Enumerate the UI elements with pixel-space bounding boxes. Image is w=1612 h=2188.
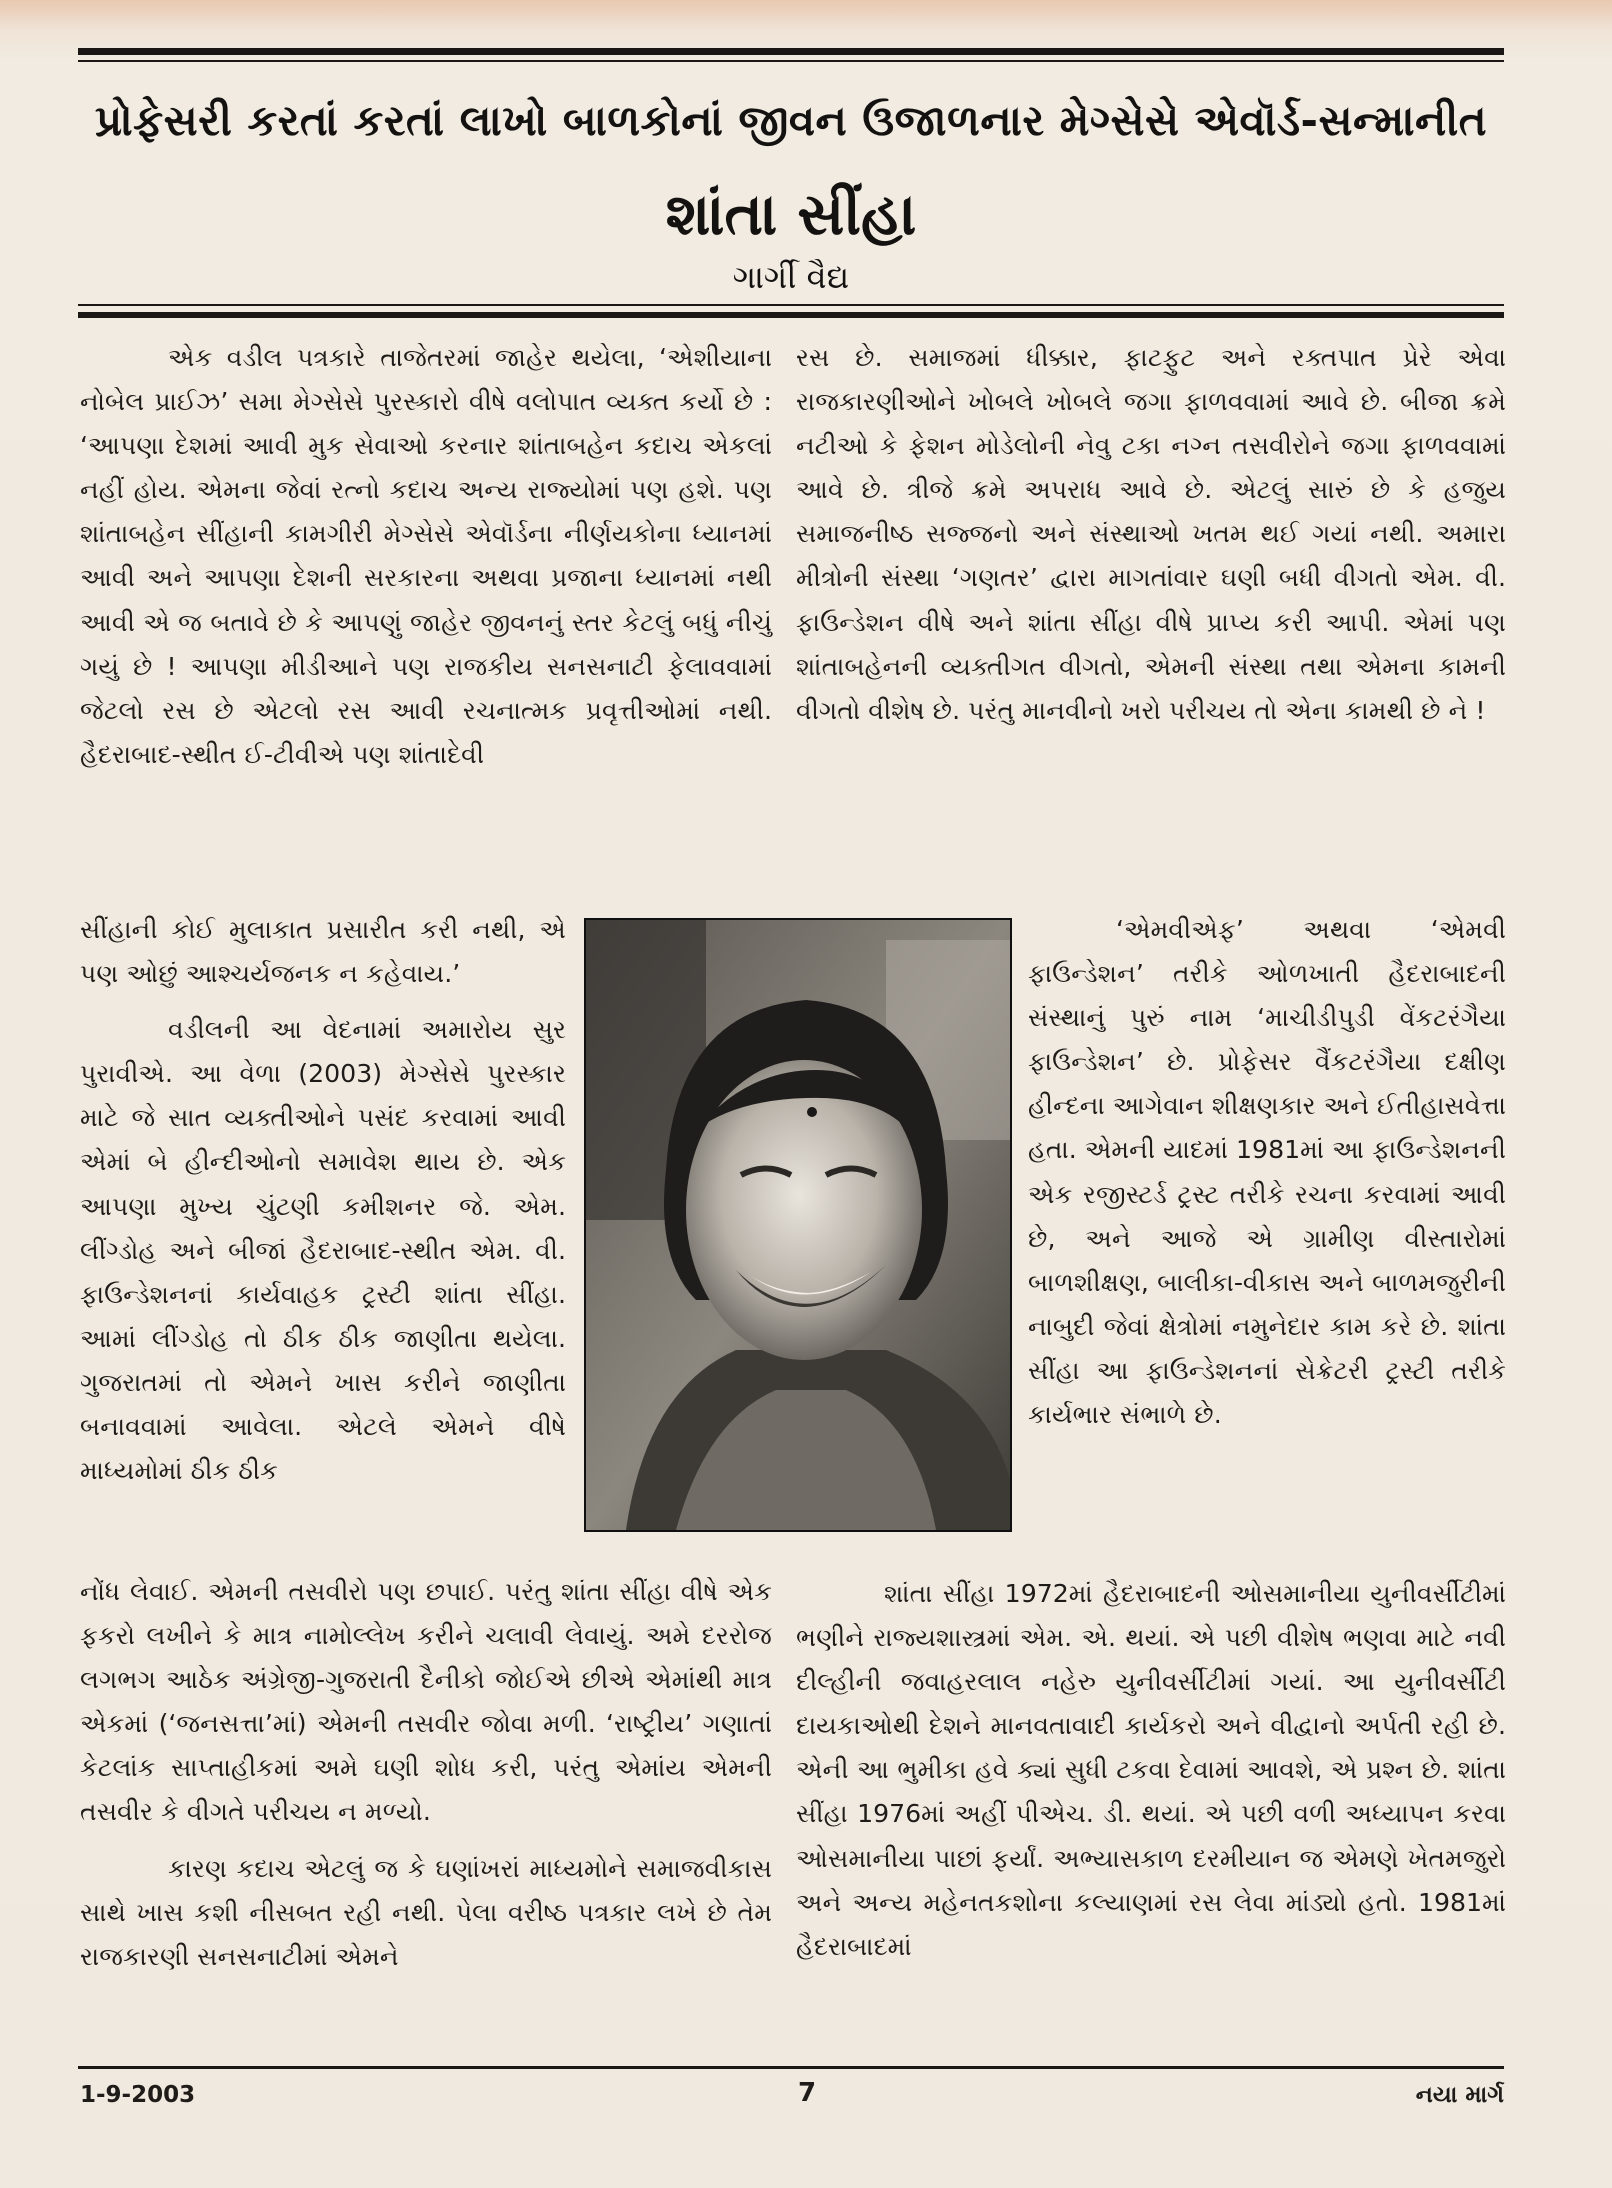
header-rule-thin	[78, 304, 1504, 306]
article-kicker: પ્રોફેસરી કરતાં કરતાં લાખો બાળકોનાં જીવન ઉજાળનાર મેગ્સેસે એવૉર્ડ-સન્માનીત	[94, 96, 1488, 145]
footer-rule	[78, 2066, 1504, 2069]
right-paragraph-3: શાંતા સીંહા 1972માં હૈદરાબાદની ઓસમાનીયા યુનીવર્સીટીમાં ભણીને રાજ્યશાસ્ત્રમાં એમ. એ. થયાં. એ પછી વીશેષ ભણવા માટે નવી દીલ્હીની જવાહરલાલ નહેરુ યુનીવર્સીટીમાં ગયાં. આ યુનીવર્સીટી દાયકાઓથી દેશને માનવતાવાદી કાર્યકરો અને વીદ્વાનો અર્પતી રહી છે. એની આ ભુમીકા હવે ક્યાં સુધી ટકવા દેવામાં આવશે, એ પ્રશ્ન છે. શાંતા સીંહા 1976માં અહીં પીએચ. ડી. થયાં. એ પછી વળી અધ્યાપન કરવા ઓસમાનીયા પાછાં ફર્યાં. અભ્યાસકાળ દરમીયાન જ એમણે ખેતમજુરો અને અન્ય મહેનતકશોના કલ્યાણમાં રસ લેવા માંડ્યો હતો. 1981માં હૈદરાબાદમાં	[796, 1579, 1506, 1961]
footer-page-number: 7	[798, 2078, 817, 2108]
left-paragraph-3: કારણ કદાચ એટલું જ કે ઘણાંખરાં માધ્યમોને સમાજવીકાસ સાથે ખાસ કશી નીસબત રહી નથી. પેલા વરીષ્ઠ પત્રકાર લખે છે તેમ રાજકારણી સનસનાટીમાં એમને	[80, 1853, 772, 1971]
article-title: શાંતા સીંહા	[665, 180, 917, 248]
left-paragraph-1: એક વડીલ પત્રકારે તાજેતરમાં જાહેર થયેલા, ‘એશીયાના નોબેલ પ્રાઈઝ’ સમા મેગ્સેસે પુરસ્કારો વીષે વલોપાત વ્યક્ત કર્યો છે : ‘આપણા દેશમાં આવી મુક સેવાઓ કરનાર શાંતાબહેન કદાચ એકલાં નહીં હોય. એમના જેવાં રત્નો કદાચ અન્ય રાજ્યોમાં પણ હશે. પણ શાંતાબહેન સીંહાની કામગીરી મેગ્સેસે એવૉર્ડના નીર્ણયકોના ધ્યાનમાં આવી અને આપણા દેશની સરકારના અથવા પ્રજાના ધ્યાનમાં નથી આવી એ જ બતાવે છે કે આપણું જાહેર જીવનનું સ્તર કેટલું બધું નીચું ગયું છે ! આપણા મીડીઆને પણ રાજકીય સનસનાટી ફેલાવવામાં જેટલો રસ છે એટલો રસ આવી રચનાત્મક પ્રવૃત્તીઓમાં નથી. હૈદરાબાદ-સ્થીત ઈ-ટીવીએ પણ શાંતાદેવી	[80, 343, 772, 769]
left-paragraph-1-wrap: સીંહાની કોઈ મુલાકાત પ્રસારીત કરી નથી, એ પણ ઓછું આશ્ચર્યજનક ન કહેવાય.’	[80, 915, 566, 989]
header-rule-thick	[78, 312, 1504, 318]
article-byline: ગાર્ગી વૈદ્ય	[732, 258, 850, 296]
left-paragraph-2: વડીલની આ વેદનામાં અમારોય સુર પુરાવીએ. આ વેળા (2003) મેગ્સેસે પુરસ્કાર માટે જે સાત વ્યક્તીઓને પસંદ કરવામાં આવી એમાં બે હીન્દીઓનો સમાવેશ થાય છે. એક આપણા મુખ્ય ચુંટણી કમીશનર જે. એમ. લીંગ્ડોહ અને બીજાં હૈદરાબાદ-સ્થીત એમ. વી. ફાઉન્ડેશનનાં કાર્યવાહક ટ્રસ્ટી શાંતા સીંહા. આમાં લીંગ્ડોહ તો ઠીક ઠીક જાણીતા થયેલા. ગુજરાતમાં તો એમને ખાસ કરીને જાણીતા બનાવવામાં આવેલા. એટલે એમને વીષે માધ્યમોમાં ઠીક ઠીક	[80, 1015, 566, 1486]
top-rule-thick	[78, 48, 1504, 55]
left-paragraph-2-cont: નોંધ લેવાઈ. એમની તસવીરો પણ છપાઈ. પરંતુ શાંતા સીંહા વીષે એક ફકરો લખીને કે માત્ર નામોલ્લેખ કરીને ચલાવી લેવાયું. અમે દરરોજ લગભગ આઠેક અંગ્રેજી-ગુજરાતી દૈનીકો જોઈએ છીએ એમાંથી માત્ર એકમાં (‘જનસત્તા’માં) એમની તસવીર જોવા મળી. ‘રાષ્ટ્રીય’ ગણાતાં કેટલાંક સાપ્તાહીકમાં અમે ઘણી શોધ કરી, પરંતુ એમાંય એમની તસવીર કે વીગતે પરીચય ન મળ્યો.	[80, 1577, 772, 1827]
left-column-narrow	[80, 908, 566, 1493]
left-column-bottom	[80, 1570, 772, 1979]
right-column-bottom	[796, 1572, 1506, 1969]
right-column-top	[796, 336, 1506, 733]
right-column-narrow	[1028, 908, 1506, 1437]
footer-publication: નયા માર્ગ	[1415, 2082, 1504, 2108]
left-column-top	[80, 336, 772, 777]
top-rule-thin	[78, 60, 1504, 62]
footer-date: 1-9-2003	[80, 2082, 196, 2108]
portrait-photo	[584, 918, 1012, 1532]
right-paragraph-1: રસ છે. સમાજમાં ધીક્કાર, ફાટફુટ અને રક્તપાત પ્રેરે એવા રાજકારણીઓને ખોબલે ખોબલે જગા ફાળવવામાં આવે છે. બીજા ક્રમે નટીઓ કે ફેશન મોડેલોની નેવુ ટકા નગ્ન તસવીરોને જગા ફાળવવામાં આવે છે. ત્રીજે ક્રમે અપરાધ આવે છે. એટલું સારું છે કે હજુય સમાજનીષ્ઠ સજ્જનો અને સંસ્થાઓ ખતમ થઈ ગયાં નથી. અમારા મીત્રોની સંસ્થા ‘ગણતર’ દ્વારા માગતાંવાર ઘણી બધી વીગતો એમ. વી. ફાઉન્ડેશન વીષે અને શાંતા સીંહા વીષે પ્રાપ્ય કરી આપી. એમાં પણ શાંતાબહેનની વ્યક્તીગત વીગતો, એમની સંસ્થા તથા એમના કામની વીગતો વીશેષ છે. પરંતુ માનવીનો ખરો પરીચય તો એના કામથી છે ને !	[796, 343, 1506, 725]
right-paragraph-2: ‘એમવીએફ’ અથવા ‘એમવી ફાઉન્ડેશન’ તરીકે ઓળખાતી હૈદરાબાદની સંસ્થાનું પુરું નામ ‘માચીડીપુડી વેંકટરંગૈયા ફાઉન્ડેશન’ છે. પ્રોફેસર વૈંકટરંગૈયા દક્ષીણ હીન્દના આગેવાન શીક્ષણકાર અને ઈતીહાસવેત્તા હતા. એમની યાદમાં 1981માં આ ફાઉન્ડેશનની એક રજીસ્ટર્ડ ટ્રસ્ટ તરીકે રચના કરવામાં આવી છે, અને આજે એ ગ્રામીણ વીસ્તારોમાં બાળશીક્ષણ, બાલીકા-વીકાસ અને બાળમજુરીની નાબુદી જેવાં ક્ષેત્રોમાં નમુનેદાર કામ કરે છે. શાંતા સીંહા આ ફાઉન્ડેશનનાં સેક્રેટરી ટ્રસ્ટી તરીકે કાર્યભાર સંભાળે છે.	[1028, 915, 1506, 1430]
